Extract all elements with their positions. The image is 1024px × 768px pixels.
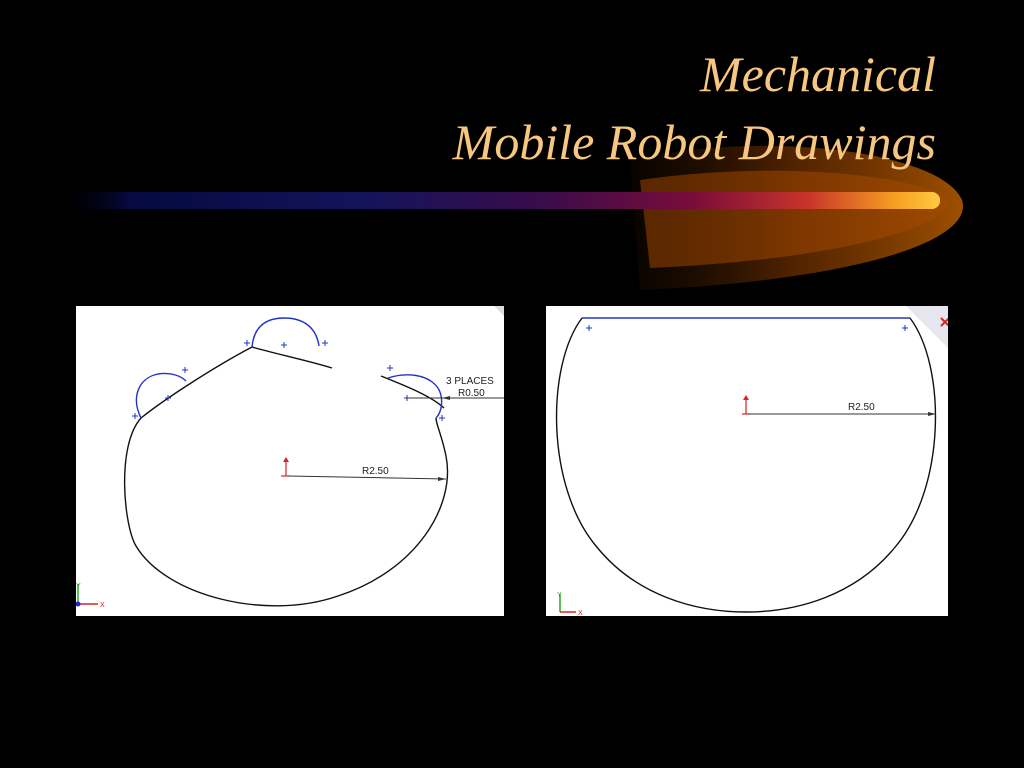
axis-label-y: Y [557,592,562,599]
slide-title [453,40,936,176]
axis-triad [557,592,583,616]
dimension-arrow [438,477,446,481]
axis-label-x: X [578,610,583,616]
lobe-right [388,375,442,418]
main-outline-arc [557,318,936,612]
corner-decoration [906,306,948,348]
cad-sketch-left [76,306,504,616]
center-markers [132,340,445,421]
title-line-2: Mobile Robot Drawings [452,114,936,170]
axis-triad [76,583,105,609]
note-line-2: R0.50 [458,388,485,399]
origin-marker [742,395,750,414]
lobe-top [252,318,319,347]
cad-drawing-right [546,306,948,616]
radius-label: R2.50 [848,402,875,413]
title-line-1: Mechanical [699,46,936,102]
radius-label: R2.50 [362,466,389,477]
cad-drawing-left [76,306,504,616]
axis-label-x: X [100,602,105,609]
note-line-1: 3 PLACES [446,376,494,387]
lobe-left [136,373,186,418]
center-markers [586,325,908,331]
origin-marker [281,457,289,476]
axis-label-y: Y [76,583,81,590]
note-arrow [442,396,450,400]
corner-decoration [494,306,504,316]
cad-sketch-right [546,306,948,616]
